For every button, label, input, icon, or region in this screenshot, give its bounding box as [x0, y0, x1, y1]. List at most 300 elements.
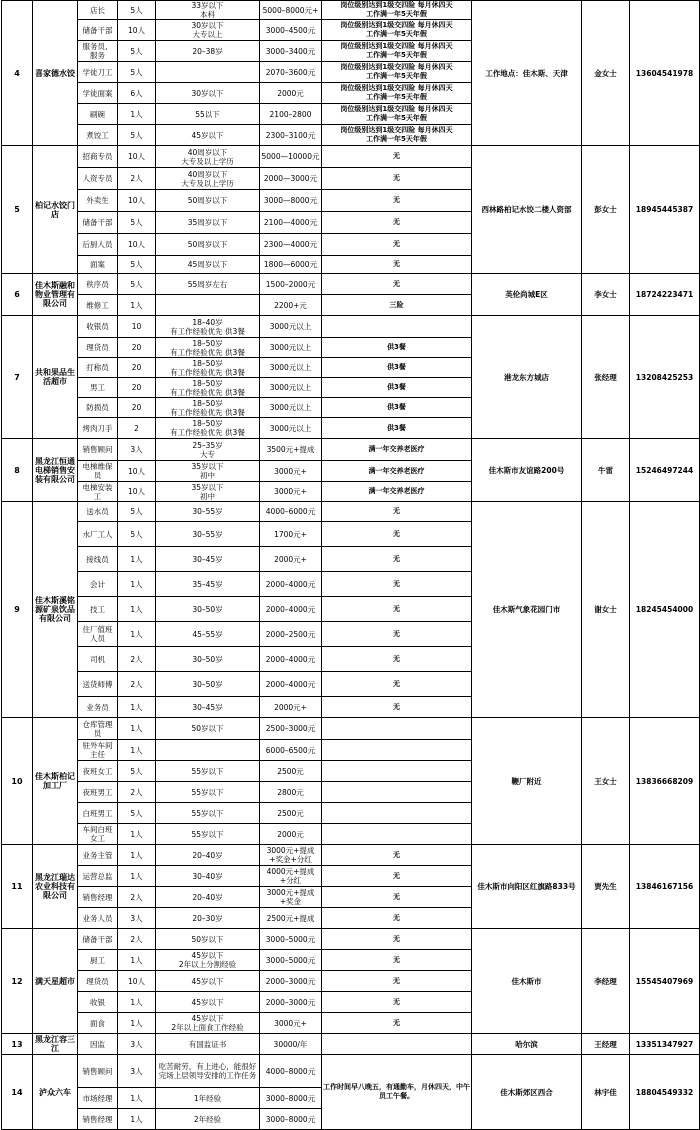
position: 招商专员 [78, 146, 118, 168]
requirements: 45岁以下 2年以上分割经验 [156, 950, 260, 971]
benefits [322, 316, 472, 338]
headcount: 2人 [118, 929, 156, 950]
company-name: 佳木斯融和物业管理有限公司 [33, 274, 78, 316]
benefits: 供3餐 [322, 358, 472, 378]
benefits: 无 [322, 908, 472, 929]
company-number: 7 [2, 316, 33, 439]
requirements: 18–50岁 有工作经验优先 供3餐 [156, 418, 260, 439]
benefits: 无 [322, 572, 472, 597]
requirements: 18–50岁 有工作经验优先 供3餐 [156, 378, 260, 398]
requirements: 30–40岁 [156, 866, 260, 887]
work-location: 佳木斯气象花园门市 [472, 502, 582, 718]
phone-number: 18245454000 [630, 502, 700, 718]
benefits: 供3餐 [322, 338, 472, 358]
benefits: 岗位级别达到1级交四险 每月休四天 工作满一年5天年假 [322, 62, 472, 83]
requirements: 吃苦耐劳，有上进心，能很好完场上层领导安排的工作任务 [156, 1055, 260, 1088]
benefits: 无 [322, 992, 472, 1013]
salary: 2300—4000元 [260, 234, 322, 256]
position: 送货师傅 [78, 672, 118, 697]
company-number: 14 [2, 1055, 33, 1130]
salary: 3000–3400元 [260, 41, 322, 62]
position: 储备干部 [78, 20, 118, 41]
headcount: 20 [118, 358, 156, 378]
benefits: 无 [322, 622, 472, 647]
work-location: 英伦尚城E区 [472, 274, 582, 316]
headcount: 5人 [118, 256, 156, 274]
salary: 4000–8000元 [260, 1055, 322, 1088]
benefits [322, 803, 472, 824]
work-location: 工作地点：佳木斯、天津 [472, 1, 582, 146]
phone-number: 13604541978 [630, 1, 700, 146]
company-number: 8 [2, 439, 33, 502]
position: 理货员 [78, 338, 118, 358]
headcount: 5人 [118, 803, 156, 824]
position: 销售顾问 [78, 1055, 118, 1088]
headcount: 1人 [118, 992, 156, 1013]
salary: 2300–3100元 [260, 125, 322, 146]
salary: 3000元以上 [260, 418, 322, 439]
headcount: 5人 [118, 1, 156, 20]
salary: 1500–2000元 [260, 274, 322, 295]
benefits: 岗位级别达到1级交四险 每月休四天 工作满一年5天年假 [322, 1, 472, 20]
position: 秩序员 [78, 274, 118, 295]
requirements: 30岁以下 [156, 83, 260, 104]
headcount: 5人 [118, 125, 156, 146]
position: 电梯维保员 [78, 461, 118, 482]
salary: 4000元+提成+分红 [260, 866, 322, 887]
salary: 2070–3600元 [260, 62, 322, 83]
position: 车间白班女工 [78, 824, 118, 845]
benefits: 供3餐 [322, 398, 472, 418]
requirements: 35岁以下 初中 [156, 461, 260, 482]
benefits: 无 [322, 502, 472, 522]
work-location: 西林路柏记水饺二楼人资部 [472, 146, 582, 274]
job-listing-table [1, 0, 700, 1130]
headcount: 10人 [118, 461, 156, 482]
headcount: 10人 [118, 20, 156, 41]
benefits: 无 [322, 929, 472, 950]
contact-person: 李女士 [582, 274, 630, 316]
benefits: 无 [322, 212, 472, 234]
salary: 3500元+提成 [260, 439, 322, 461]
requirements: 20–40岁 [156, 887, 260, 908]
headcount: 1人 [118, 104, 156, 125]
headcount: 1人 [118, 866, 156, 887]
company-name: 满天星超市 [33, 929, 78, 1034]
requirements: 30–55岁 [156, 522, 260, 547]
work-location: 佳木斯市友谊路200号 [472, 439, 582, 502]
table-row [2, 1, 700, 20]
requirements: 50周岁以下 [156, 190, 260, 212]
work-location: 佳木斯市向阳区红旗路833号 [472, 845, 582, 929]
position: 店长 [78, 1, 118, 20]
headcount: 1人 [118, 718, 156, 740]
benefits: 无 [322, 647, 472, 672]
company-name: 黑龙江恒通电梯销售安装有限公司 [33, 439, 78, 502]
salary: 2000–4000元 [260, 597, 322, 622]
benefits [322, 1034, 472, 1055]
company-name: 喜家德水饺 [33, 1, 78, 146]
salary: 3000–8000元 [260, 1088, 322, 1109]
requirements: 35岁以下 初中 [156, 482, 260, 502]
phone-number: 15545407969 [630, 929, 700, 1034]
headcount: 1人 [118, 1088, 156, 1109]
contact-person: 彭女士 [582, 146, 630, 274]
company-number: 4 [2, 1, 33, 146]
phone-number: 18804549332 [630, 1055, 700, 1130]
table-row [2, 439, 700, 461]
requirements: 33岁以下 本科 [156, 1, 260, 20]
requirements: 45岁以下 [156, 125, 260, 146]
requirements: 18–50岁 有工作经验优先 供3餐 [156, 358, 260, 378]
position: 市场经理 [78, 1088, 118, 1109]
position: 理货员 [78, 971, 118, 992]
company-number: 13 [2, 1034, 33, 1055]
headcount: 10人 [118, 190, 156, 212]
salary: 3000元+提成+奖金+分红 [260, 845, 322, 866]
salary: 3000元以上 [260, 338, 322, 358]
headcount: 3人 [118, 439, 156, 461]
benefits: 岗位级别达到1级交四险 每月休四天 工作满一年5天年假 [322, 125, 472, 146]
salary: 2000元 [260, 83, 322, 104]
salary: 3000元+ [260, 461, 322, 482]
requirements: 30–50岁 [156, 597, 260, 622]
benefits: 无 [322, 274, 472, 295]
salary: 2000–4000元 [260, 672, 322, 697]
benefits: 无 [322, 845, 472, 866]
salary: 3000元以上 [260, 316, 322, 338]
headcount: 2人 [118, 887, 156, 908]
headcount: 3人 [118, 908, 156, 929]
requirements: 20–40岁 [156, 845, 260, 866]
requirements: 30–50岁 [156, 672, 260, 697]
position: 收银 [78, 992, 118, 1013]
work-location: 佳木斯郊区西合 [472, 1055, 582, 1130]
position: 接线员 [78, 547, 118, 572]
salary: 2100–2800 [260, 104, 322, 125]
salary: 5000—10000元 [260, 146, 322, 168]
requirements: 55以下 [156, 104, 260, 125]
requirements: 30–45岁 [156, 697, 260, 718]
benefits [322, 782, 472, 803]
contact-person: 谢女士 [582, 502, 630, 718]
benefits: 岗位级别达到1级交四险 每月休四天 工作满一年5天年假 [322, 104, 472, 125]
salary: 6000–6500元 [260, 740, 322, 761]
position: 技工 [78, 597, 118, 622]
requirements: 45岁以下 [156, 971, 260, 992]
company-number: 11 [2, 845, 33, 929]
requirements: 25–35岁 大专 [156, 439, 260, 461]
salary: 2000–4000元 [260, 647, 322, 672]
position: 后厨人员 [78, 234, 118, 256]
work-location: 港龙东方城店 [472, 316, 582, 439]
phone-number: 13836668209 [630, 718, 700, 845]
company-name: 黑龙江容三江 [33, 1034, 78, 1055]
position: 水厂工人 [78, 522, 118, 547]
work-location: 佳木斯市 [472, 929, 582, 1034]
headcount: 1人 [118, 597, 156, 622]
benefits: 无 [322, 672, 472, 697]
position: 人资专员 [78, 168, 118, 190]
headcount: 2人 [118, 672, 156, 697]
headcount: 10人 [118, 482, 156, 502]
benefits: 无 [322, 190, 472, 212]
requirements: 55岁以下 [156, 761, 260, 782]
benefits: 无 [322, 971, 472, 992]
phone-number: 15246497244 [630, 439, 700, 502]
salary: 3000元以上 [260, 398, 322, 418]
requirements: 55岁以下 [156, 803, 260, 824]
benefits: 无 [322, 234, 472, 256]
requirements: 20–38岁 [156, 41, 260, 62]
requirements: 2年经验 [156, 1109, 260, 1130]
benefits: 无 [322, 697, 472, 718]
headcount: 20 [118, 398, 156, 418]
company-name: 黑龙江瑞达农业科技有限公司 [33, 845, 78, 929]
position: 学徒面案 [78, 83, 118, 104]
requirements: 18–50岁 有工作经验优先 供3餐 [156, 338, 260, 358]
headcount: 1人 [118, 950, 156, 971]
headcount: 1人 [118, 1109, 156, 1130]
requirements: 1年经验 [156, 1088, 260, 1109]
requirements: 45–55岁 [156, 622, 260, 647]
headcount: 10人 [118, 146, 156, 168]
company-number: 6 [2, 274, 33, 316]
headcount: 1人 [118, 295, 156, 316]
benefits: 无 [322, 1013, 472, 1034]
benefits: 满一年交养老医疗 [322, 461, 472, 482]
table-row [2, 718, 700, 740]
salary: 2500元 [260, 803, 322, 824]
salary: 2500元 [260, 761, 322, 782]
contact-person: 李经理 [582, 929, 630, 1034]
headcount: 10 [118, 316, 156, 338]
salary: 2000–4000元 [260, 572, 322, 597]
phone-number: 13846167156 [630, 845, 700, 929]
salary: 3000元+ [260, 1013, 322, 1034]
requirements: 30–50岁 [156, 647, 260, 672]
salary: 3000–8000元 [260, 1109, 322, 1130]
salary: 2000元+ [260, 697, 322, 718]
salary: 5000–8000元+ [260, 1, 322, 20]
position: 维修工 [78, 295, 118, 316]
salary: 3000–5000元 [260, 929, 322, 950]
headcount: 1人 [118, 572, 156, 597]
salary: 4000–6000元 [260, 502, 322, 522]
benefits: 无 [322, 866, 472, 887]
benefits [322, 824, 472, 845]
requirements: 40周岁以下 大专及以上学历 [156, 168, 260, 190]
position: 烤肉刀手 [78, 418, 118, 439]
headcount: 3人 [118, 1055, 156, 1088]
headcount: 2人 [118, 647, 156, 672]
benefits: 无 [322, 950, 472, 971]
requirements: 50岁以下 [156, 718, 260, 740]
headcount: 1人 [118, 845, 156, 866]
benefits: 岗位级别达到1级交四险 每月休四天 工作满一年5天年假 [322, 20, 472, 41]
benefits: 无 [322, 168, 472, 190]
headcount: 10人 [118, 971, 156, 992]
salary: 1700元+ [260, 522, 322, 547]
position: 面食 [78, 1013, 118, 1034]
contact-person: 张经理 [582, 316, 630, 439]
requirements: 有国监证书 [156, 1034, 260, 1055]
table-row [2, 274, 700, 295]
salary: 2000–2500元 [260, 622, 322, 647]
benefits [322, 718, 472, 740]
salary: 1800—6000元 [260, 256, 322, 274]
company-name: 泸众六车 [33, 1055, 78, 1130]
requirements: 18–50岁 有工作经验优先 供3餐 [156, 398, 260, 418]
benefits: 无 [322, 256, 472, 274]
headcount: 5人 [118, 502, 156, 522]
headcount: 1人 [118, 1013, 156, 1034]
position: 男工 [78, 378, 118, 398]
position: 销售顾问 [78, 439, 118, 461]
company-number: 9 [2, 502, 33, 718]
salary: 3000元+ [260, 482, 322, 502]
contact-person: 王女士 [582, 718, 630, 845]
position: 住厂值班人员 [78, 622, 118, 647]
benefits [322, 761, 472, 782]
salary: 2200+元 [260, 295, 322, 316]
headcount: 20 [118, 338, 156, 358]
phone-number: 18724223471 [630, 274, 700, 316]
position: 销售经理 [78, 1109, 118, 1130]
contact-person: 牛雷 [582, 439, 630, 502]
headcount: 5人 [118, 41, 156, 62]
position: 电梯安装工 [78, 482, 118, 502]
position: 夜班女工 [78, 761, 118, 782]
requirements: 55岁以下 [156, 824, 260, 845]
position: 夜班男工 [78, 782, 118, 803]
salary: 2100—4000元 [260, 212, 322, 234]
requirements: 30–55岁 [156, 502, 260, 522]
salary: 2000元 [260, 824, 322, 845]
company-number: 5 [2, 146, 33, 274]
headcount: 2人 [118, 168, 156, 190]
position: 厨工 [78, 950, 118, 971]
requirements: 20–30岁 [156, 908, 260, 929]
headcount: 5人 [118, 761, 156, 782]
benefits: 无 [322, 522, 472, 547]
position: 驻外车间主任 [78, 740, 118, 761]
table-row [2, 1034, 700, 1055]
headcount: 5人 [118, 212, 156, 234]
benefits: 满一年交养老医疗 [322, 482, 472, 502]
salary: 3000–4500元 [260, 20, 322, 41]
work-location: 哈尔滨 [472, 1034, 582, 1055]
company-name: 佳木斯柏记加工厂 [33, 718, 78, 845]
salary: 2500–3000元 [260, 718, 322, 740]
company-name: 共和果品生活超市 [33, 316, 78, 439]
benefits: 无 [322, 887, 472, 908]
benefits: 三险 [322, 295, 472, 316]
position: 储备干部 [78, 212, 118, 234]
salary: 2500元+提成 [260, 908, 322, 929]
headcount: 1人 [118, 622, 156, 647]
position: 业务人员 [78, 908, 118, 929]
company-number: 12 [2, 929, 33, 1034]
benefits: 供3餐 [322, 378, 472, 398]
salary: 2000–3000元 [260, 992, 322, 1013]
requirements: 30岁以下 大专以上 [156, 20, 260, 41]
salary: 3000–5000元 [260, 950, 322, 971]
benefits: 供3餐 [322, 418, 472, 439]
table-row [2, 316, 700, 338]
headcount: 5人 [118, 62, 156, 83]
phone-number: 18945445387 [630, 146, 700, 274]
headcount: 10人 [118, 234, 156, 256]
headcount: 3人 [118, 1034, 156, 1055]
salary: 3000—8000元 [260, 190, 322, 212]
position: 会计 [78, 572, 118, 597]
position: 刷碗 [78, 104, 118, 125]
benefits [322, 740, 472, 761]
benefits: 岗位级别达到1级交四险 每月休四天 工作满一年5天年假 [322, 41, 472, 62]
company-name: 佳木斯溪铭源矿泉饮品有限公司 [33, 502, 78, 718]
position: 外卖生 [78, 190, 118, 212]
requirements: 40周岁以下 大专及以上学历 [156, 146, 260, 168]
contact-person: 贾先生 [582, 845, 630, 929]
requirements: 55周岁左右 [156, 274, 260, 295]
headcount: 1人 [118, 824, 156, 845]
requirements [156, 295, 260, 316]
company-number: 10 [2, 718, 33, 845]
salary: 2000—3000元 [260, 168, 322, 190]
salary: 2000元+ [260, 547, 322, 572]
requirements: 45岁以下 2年以上面食工作经验 [156, 1013, 260, 1034]
table-row [2, 146, 700, 168]
salary: 3000元以上 [260, 378, 322, 398]
requirements: 50岁以下 [156, 929, 260, 950]
headcount: 1人 [118, 547, 156, 572]
requirements: 45岁以下 [156, 992, 260, 1013]
headcount: 6人 [118, 83, 156, 104]
position: 业务主管 [78, 845, 118, 866]
salary: 3000元以上 [260, 358, 322, 378]
benefits: 工作时间早八晚五，有通勤车，月休四天，中午员工午餐。 [322, 1055, 472, 1130]
salary: 3000元+提成+奖金 [260, 887, 322, 908]
benefits: 满一年交养老医疗 [322, 439, 472, 461]
requirements: 35周岁以下 [156, 212, 260, 234]
position: 学徒刀工 [78, 62, 118, 83]
position: 收银员 [78, 316, 118, 338]
headcount: 2人 [118, 782, 156, 803]
position: 运营总监 [78, 866, 118, 887]
position: 因监 [78, 1034, 118, 1055]
benefits: 岗位级别达到1级交四险 每月休四天 工作满一年5天年假 [322, 83, 472, 104]
headcount: 1人 [118, 740, 156, 761]
table-row [2, 1055, 700, 1088]
phone-number: 13351347927 [630, 1034, 700, 1055]
headcount: 1人 [118, 697, 156, 718]
table-row [2, 929, 700, 950]
headcount: 5人 [118, 522, 156, 547]
salary: 2800元 [260, 782, 322, 803]
position: 防损员 [78, 398, 118, 418]
position: 面案 [78, 256, 118, 274]
table-row [2, 502, 700, 522]
position: 司机 [78, 647, 118, 672]
table-row [2, 845, 700, 866]
contact-person: 林宇佳 [582, 1055, 630, 1130]
position: 仓库管理员 [78, 718, 118, 740]
position: 服务员、服务 [78, 41, 118, 62]
benefits: 无 [322, 146, 472, 168]
requirements: 35–45岁 [156, 572, 260, 597]
headcount: 2 [118, 418, 156, 439]
